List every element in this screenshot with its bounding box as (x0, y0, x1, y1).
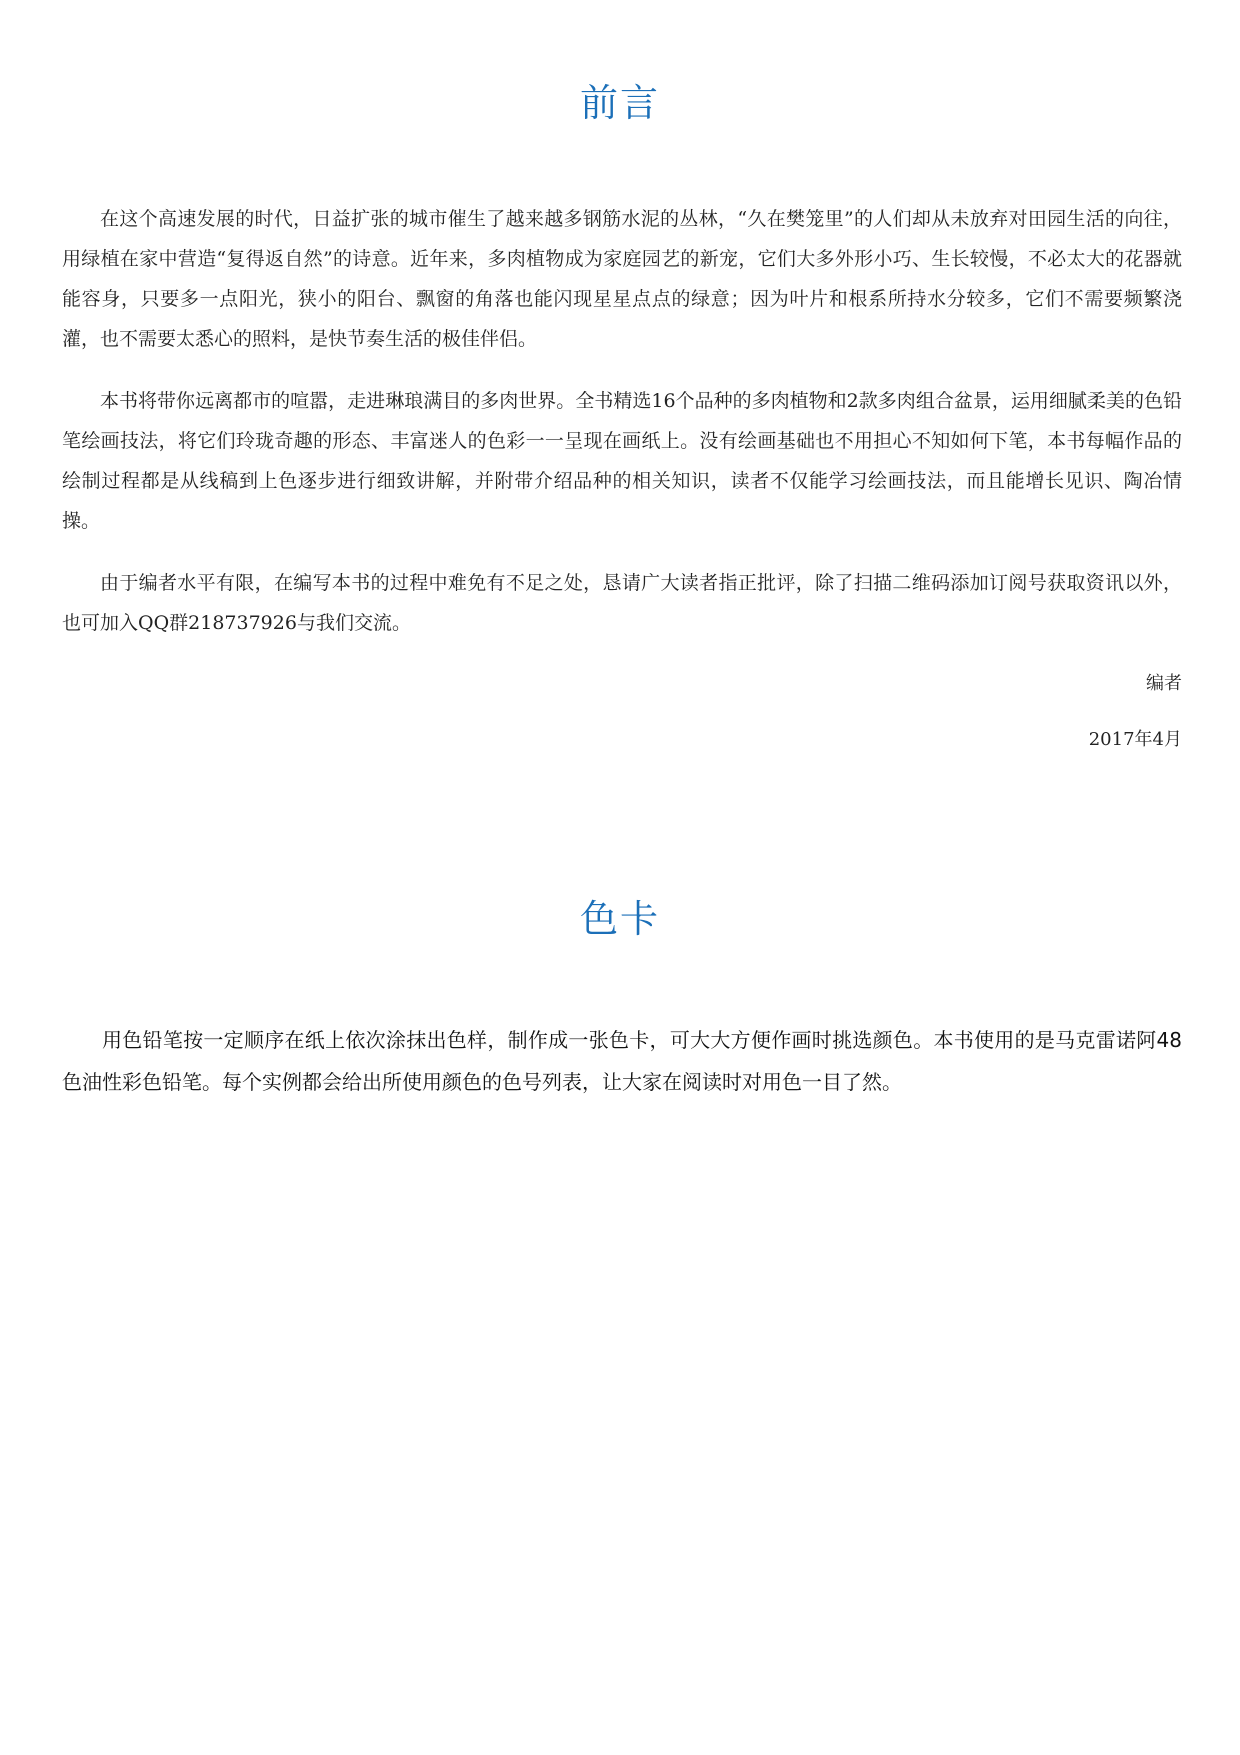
paragraph-text: 用色铅笔按一定顺序在纸上依次涂抹出色样，制作成一张色卡，可大大方便作画时挑选颜色。本书使用的是马克雷诺阿48色油性彩色铅笔。每个实例都会给出所使用颜色的色号列表，让大家在阅读时对用色一目了然。 (62, 1028, 1182, 1094)
paragraph-text: 在这个高速发展的时代，日益扩张的城市催生了越来越多钢筋水泥的丛林，“久在樊笼里”的人们却从未放弃对田园生活的向往，用绿植在家中营造“复得返自然”的诗意。近年来，多肉植物成为家庭园艺的新宠，它们大多外形小巧、生长较慢，不必太大的花器就能容身，只要多一点阳光，狭小的阳台、飘窗的角落也能闪现星星点点的绿意；因为叶片和根系所持水分较多，它们不需要频繁浇灌，也不需要太悉心的照料，是快节奏生活的极佳伴侣。 (62, 208, 1182, 350)
preface-paragraph-2 (62, 381, 1182, 541)
color-card-title: 色卡 (579, 897, 660, 941)
paragraph-text: 本书将带你远离都市的喧嚣，走进琳琅满目的多肉世界。全书精选16个品种的多肉植物和2款多肉组合盆景，运用细腻柔美的色铅笔绘画技法，将它们玲珑奇趣的形态、丰富迷人的色彩一一呈现在画纸上。没有绘画基础也不用担心不知如何下笔，本书每幅作品的绘制过程都是从线稿到上色逐步进行细致讲解，并附带介绍品种的相关知识，读者不仅能学习绘画技法，而且能增长见识、陶冶情操。 (62, 390, 1182, 532)
preface-date: 2017年4月 (1088, 729, 1182, 750)
preface-paragraph-3 (62, 563, 1182, 643)
preface-paragraph-1 (62, 199, 1182, 359)
preface-author: 编者 (1146, 673, 1182, 694)
preface-title: 前言 (579, 81, 660, 125)
paragraph-text: 由于编者水平有限，在编写本书的过程中难免有不足之处，恳请广大读者指正批评，除了扫描二维码添加订阅号获取资讯以外，也可加入QQ群218737926与我们交流。 (62, 572, 1182, 634)
color-card-paragraph (62, 1019, 1182, 1103)
